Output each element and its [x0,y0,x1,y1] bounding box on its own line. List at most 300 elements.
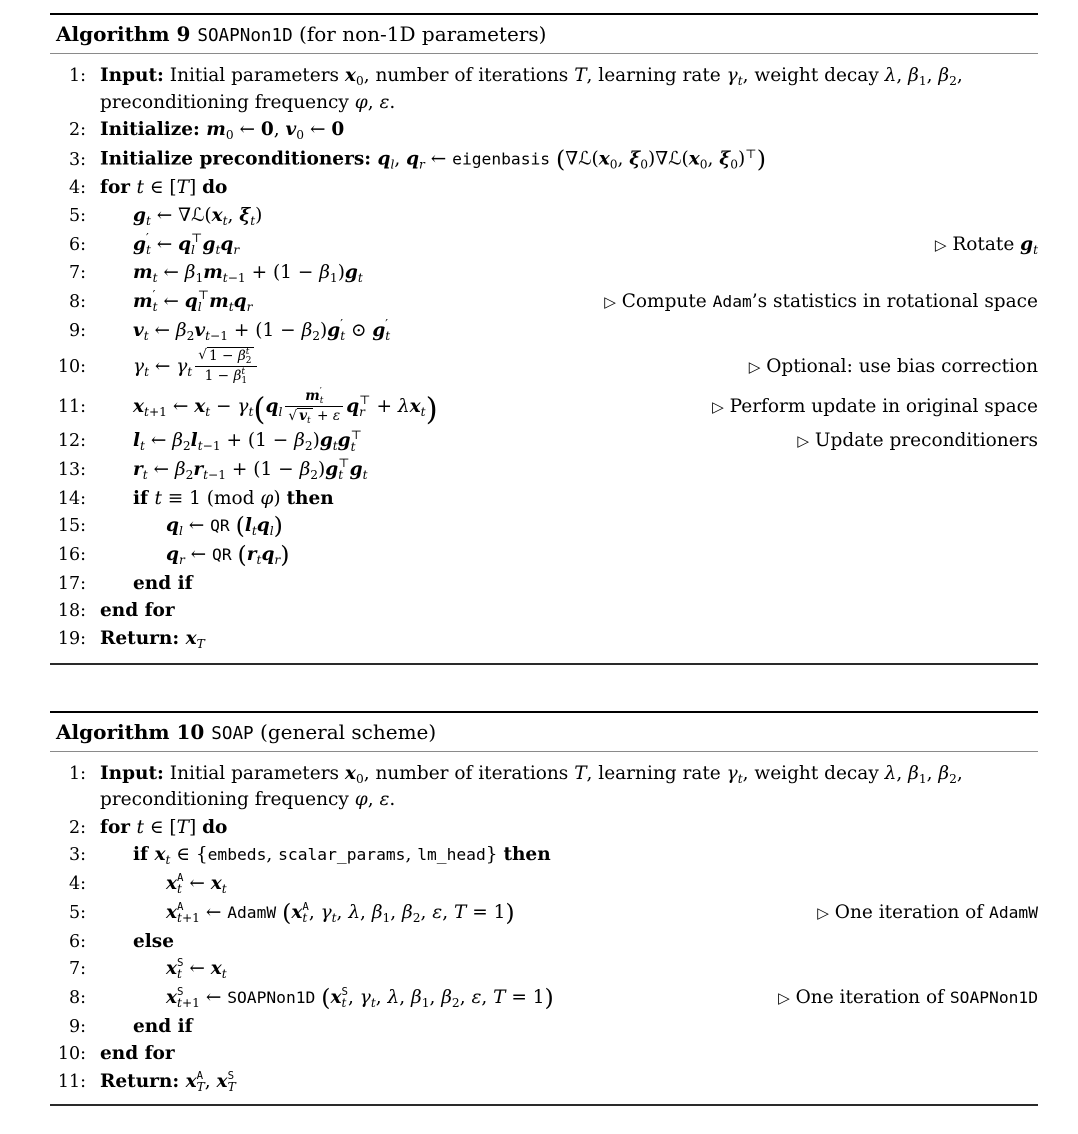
subscript [226,128,234,142]
text-segment: Algorithm 10 [56,719,212,744]
text-segment: AdamW [989,902,1038,922]
text-segment: S [177,984,184,998]
text-segment: x [210,958,222,980]
text-segment: , number of iterations [363,762,575,784]
text-segment: t [241,367,245,378]
text-segment: ← [147,459,175,481]
text-segment: ( [253,391,266,428]
line-comment [805,900,1038,926]
text-segment: t [142,468,148,483]
text-segment: Algorithm 9 [56,22,198,46]
text-segment: 1 [195,271,204,286]
code-line [50,456,1038,485]
text-segment: , [459,986,472,1008]
text-segment: , [707,148,720,170]
text-segment: , weight decay [742,65,885,86]
text-segment: SOAPNon1D [227,987,316,1007]
text-segment: Initial parameters [163,762,345,784]
text-segment: t [245,346,250,357]
text-segment: )∇ [648,148,669,170]
subscript [640,158,648,172]
line-content [86,1014,193,1040]
text-segment: λ [348,901,361,923]
radicand [297,408,313,426]
text-segment: t [737,73,743,88]
text-segment: , [273,119,286,141]
text-segment: ∈ [ [143,177,177,199]
square-root [198,346,253,366]
text-segment: T [574,762,587,784]
text-segment: Perform update in original space [723,395,1038,417]
stacked-sub-sup [241,368,247,386]
text-segment: ⊤ [359,393,371,408]
line-content [86,900,515,927]
text-segment: x [166,958,178,980]
text-segment: φ [260,487,274,509]
line-number: 7: [68,263,86,284]
text-segment: λ [884,65,897,86]
stacked-sub-sup [350,427,363,454]
text-segment: . [389,789,396,811]
subscript [241,377,247,386]
text-segment: −1 [227,271,246,286]
text-segment: AdamW [227,902,277,922]
text-segment: r [274,553,281,568]
text-segment: t [250,213,256,228]
text-segment: ← [148,355,177,377]
text-segment: q [256,515,270,537]
text-segment: ⊙ [345,319,373,341]
line-number: 14: [57,488,86,509]
text-segment: 2 [182,439,191,454]
text-segment: r [246,300,253,315]
comment-triangle-icon: ▷ [604,293,616,312]
text-segment: q [261,544,275,566]
text-segment: t [256,553,262,568]
text-segment: 0 [260,119,274,141]
subscript [385,331,390,343]
code-line [50,202,1038,231]
line-content-continuation [100,787,963,813]
code-line [50,346,1038,387]
algorithm-10-block [50,711,1038,1107]
text-segment: t [215,242,221,257]
code-line [50,485,1038,513]
text-segment: t [177,882,182,897]
text-segment: T [176,816,189,838]
subscript [191,242,202,257]
text-segment: 2 [185,468,194,483]
line-content [86,542,289,569]
text-segment: t [140,439,145,454]
line-content [86,318,390,345]
stacked-sub-sup [359,395,370,419]
text-segment: x [154,844,166,866]
text-segment: do [202,177,228,199]
radicand [207,347,254,366]
line-number: 19: [57,628,86,649]
text-segment: , [360,901,372,923]
text-segment: ( [591,148,599,170]
text-segment: t [152,300,158,315]
text-segment: l [390,157,395,172]
text-segment: T [493,986,506,1008]
text-segment: , [442,901,454,923]
text-segment: l [278,404,283,419]
text-segment: g [344,262,358,284]
text-segment: ← [233,119,261,141]
text-segment: Return: [100,1070,186,1092]
text-segment: q [166,544,179,566]
text-segment: x [166,901,178,923]
text-segment: + [312,408,333,425]
text-segment: S [341,984,348,998]
subscript [187,365,192,379]
text-segment: eigenbasis [452,149,551,169]
text-segment: ’s statistics in rotational space [751,291,1038,313]
line-content [86,175,227,201]
text-segment: q [220,233,234,255]
text-segment: 0 [355,73,364,88]
text-segment: ε [432,901,443,923]
subscript [247,300,253,314]
line-content [86,347,260,386]
text-segment: ) [544,983,554,1012]
subscript [233,243,239,257]
text-segment: l [190,430,198,452]
subscript [177,998,200,1010]
denominator [195,367,256,386]
text-segment: 1 [382,910,391,925]
text-segment: , [429,986,442,1008]
code-line [50,760,1038,814]
text-segment: ) [737,148,746,170]
line-number: 8: [68,292,86,313]
text-segment: , [896,762,909,784]
text-segment: ′ [319,386,322,397]
stacked-sub-sup [385,316,391,344]
text-segment: x [409,395,421,417]
text-segment: T [574,65,587,86]
text-segment: ℒ [668,148,682,170]
text-segment: β [301,319,313,341]
text-segment: S [227,1068,235,1082]
subscript [356,772,364,786]
text-segment: t [340,329,346,344]
text-segment: , [308,901,321,923]
code-line [50,984,1038,1013]
text-segment: + (1 − [226,459,300,481]
text-segment: t [331,910,337,925]
text-segment: t [145,213,151,228]
line-number: 1: [68,763,86,784]
line-content [86,815,227,841]
subscript [296,128,304,142]
code-line [50,427,1038,456]
line-number: 6: [68,931,86,952]
text-segment: t [136,816,144,838]
text-segment: ) [255,204,263,226]
text-segment: ε [379,91,390,113]
text-segment: x [688,148,700,170]
line-number: 10: [57,356,86,377]
text-segment: q [406,148,420,170]
line-number: 1: [68,66,86,86]
line-number: 2: [68,817,86,838]
text-segment: t [177,996,182,1011]
line-number: 5: [68,205,86,226]
text-segment: ≡ 1 (mod [161,487,261,509]
text-segment: λ [884,762,897,784]
text-segment: , [956,762,963,784]
text-segment: , [896,65,909,86]
text-segment: ′ [385,316,389,331]
text-segment: Initialize preconditioners: [100,148,378,170]
text-segment: 2 [245,355,252,366]
line-content [86,1041,175,1067]
text-segment: g [133,233,146,255]
text-segment: m [133,262,153,284]
text-segment: } [485,844,504,866]
text-segment: β [175,319,187,341]
text-segment: ) [320,319,328,341]
subscript [330,271,338,285]
code-line [50,899,1038,928]
text-segment: , [227,204,240,226]
text-segment: x [598,148,610,170]
subscript [919,74,927,88]
text-segment: ξ [629,148,641,170]
subscript [227,1079,236,1094]
text-segment: = 1 [466,901,506,923]
text-segment: β [410,986,422,1008]
text-segment: t [154,487,162,509]
line-number: 9: [68,320,86,341]
algorithm-10-title [50,713,1038,752]
text-segment: γ [237,395,249,417]
line-content [86,1069,236,1095]
text-segment: t [228,300,234,315]
text-segment: 2 [412,910,421,925]
subscript [196,1079,205,1094]
text-segment: ] [188,816,203,838]
text-segment: t [205,404,211,419]
text-segment: t [332,439,338,454]
text-segment: v [285,119,297,141]
text-segment: , weight decay [742,762,885,784]
text-segment: = 1 [505,986,545,1008]
subscript [350,439,362,454]
code-line [50,541,1038,570]
text-segment: t [221,967,227,982]
text-segment: + (1 − [220,430,295,452]
text-segment: Adam [712,292,752,312]
line-comment [737,354,1038,380]
code-line [50,625,1038,654]
text-segment: embeds [207,845,267,865]
text-segment: T [196,636,205,651]
text-segment: t [420,404,426,419]
line-content [86,842,551,869]
text-segment: QR [212,545,232,565]
code-line [50,259,1038,288]
subscript [177,913,200,925]
radical-sign: √ [288,408,298,425]
code-line [50,512,1038,541]
text-segment: x [166,986,178,1008]
text-segment: . [389,91,396,113]
text-segment: γ [133,355,145,377]
text-segment: t [319,395,324,406]
text-segment: + (1 − [228,319,302,341]
text-segment: t [248,404,254,419]
text-segment: 0 [355,771,364,786]
code-line [50,116,1038,145]
code-line [50,814,1038,842]
text-segment: 1 − [208,347,238,364]
text-segment: β [938,762,950,784]
algorithm-9-body [50,54,1038,663]
subscript [452,996,460,1010]
subscript [305,439,313,453]
text-segment: x [344,762,356,784]
text-segment: Initial parameters [163,65,345,86]
text-segment: t [357,271,363,286]
text-segment: ) [273,511,283,540]
text-segment: x [185,1070,197,1092]
line-content-continuation [100,90,963,116]
text-segment: v [299,408,308,425]
code-line [50,317,1038,346]
text-segment: +1 [148,404,167,419]
text-segment: + [370,395,398,417]
text-segment: ) [756,145,766,174]
text-segment: ← [166,395,195,417]
algorithm-9-block [50,13,1038,665]
text-segment: q [233,291,247,313]
comment-triangle-icon: ▷ [712,397,724,416]
text-segment: ′ [340,316,343,331]
text-segment: r [246,544,257,566]
fraction [195,347,256,386]
line-content [86,203,262,230]
text-segment: 1 [329,271,338,286]
text-segment: ( [204,204,212,226]
text-segment: scalar_params [278,845,406,865]
text-segment: ε [471,986,482,1008]
text-segment: t [350,439,356,454]
text-segment: preconditioning frequency [100,789,355,811]
text-segment: ) [318,459,326,481]
stacked-sub-sup [246,348,252,366]
text-segment: A [302,899,309,913]
text-segment: t [177,967,182,982]
text-segment: ] [188,177,203,199]
text-segment: β [908,65,919,86]
numerator [285,388,343,408]
text-segment: β [174,459,186,481]
text-segment: t [165,853,171,868]
text-segment: x [133,395,145,417]
subscript [610,158,618,172]
algorithm-10-body [50,752,1038,1105]
text-segment: Input: [100,762,164,784]
text-segment: ′ [145,230,149,245]
subscript [278,405,282,419]
text-segment: γ [320,901,332,923]
comment-triangle-icon: ▷ [934,235,947,254]
text-segment: ← [183,958,211,980]
text-segment: ε [379,789,390,811]
text-segment: 0 [640,157,648,172]
text-segment: ) [273,487,287,509]
line-content [86,260,363,287]
text-segment: ) [337,262,345,284]
text-segment: 2 [310,468,319,483]
text-segment: 0 [225,128,234,143]
line-comment [766,985,1038,1011]
subscript [144,405,167,419]
numerator [195,347,256,368]
text-segment: l [191,242,195,257]
text-segment: −1 [202,439,221,454]
line-number: 3: [68,149,86,170]
text-segment: ← [157,262,185,284]
text-segment: g [1020,233,1034,255]
subscript [949,74,957,88]
text-segment: q [178,233,192,255]
text-segment: end for [100,600,175,622]
text-segment: 1 − [204,368,234,385]
text-segment: ⊤ [197,288,210,303]
text-segment: , [956,65,963,86]
line-content [86,146,766,173]
text-segment: ← [157,291,185,313]
text-segment: 0 [331,119,345,141]
text-segment: else [133,930,174,952]
text-segment: ← [150,233,179,255]
text-segment: , [926,65,939,86]
stacked-sub-sup [197,1070,205,1094]
text-segment: t [152,271,158,286]
text-segment: , [367,789,380,811]
line-content [86,956,227,983]
text-segment: SOAPNon1D [197,26,293,46]
line-number: 2: [68,120,86,141]
text-segment: l [178,524,183,539]
stacked-sub-sup [338,458,349,482]
line-number: 18: [57,601,86,622]
line-content [86,513,283,540]
code-line [50,62,1038,116]
text-segment: ℒ [578,148,592,170]
text-segment: lm_head [417,845,486,865]
line-content [86,598,175,624]
subscript [203,468,226,482]
text-segment: φ [354,789,368,811]
text-segment: g [372,319,386,341]
text-segment: γ [726,65,738,86]
text-segment: t [362,468,368,483]
subscript [358,271,363,285]
text-segment: x [194,395,206,417]
text-segment: x [344,65,356,86]
text-segment: r [133,459,143,481]
text-segment: m [203,262,223,284]
text-segment: t [1033,242,1038,257]
text-segment: + (1 − [245,262,320,284]
text-segment: Optional: use bias correction [760,355,1038,377]
